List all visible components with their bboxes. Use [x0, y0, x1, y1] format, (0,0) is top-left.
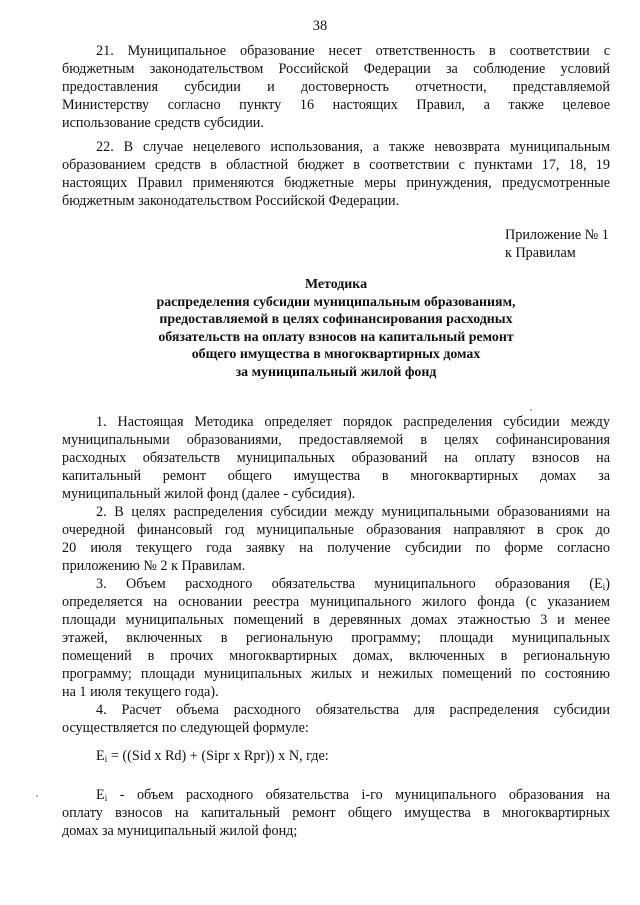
text-line: помещений в прочих многоквартирных домах, включенных в региональную	[62, 648, 610, 664]
method-item-1	[62, 413, 610, 503]
definition-symbol: E	[96, 787, 105, 803]
title-line: общего имущества в многоквартирных домах	[191, 347, 481, 362]
text-line: бюджетным законодательством Российской Федерации за соблюдение условий	[62, 61, 610, 77]
definition-ei	[62, 786, 610, 840]
text-line: определяется на основании реестра муниципального жилого фонда (с указанием	[62, 594, 610, 610]
formula-line	[62, 747, 610, 765]
text-line: домах за муниципальный жилой фонд;	[62, 823, 298, 839]
scan-speck	[36, 795, 38, 797]
text-line: 1. Настоящая Методика определяет порядок распределения субсидии между	[96, 414, 610, 430]
text-line: 21. Муниципальное образование несет ответственность в соответствии с	[96, 43, 610, 59]
text-line: этажей, включенных в региональную программу; площади муниципальных	[62, 630, 610, 646]
appendix-line: к Правилам	[505, 245, 576, 261]
text-line: очередной финансовый год муниципальные образования направляют в срок до	[62, 522, 610, 538]
text-line: расходных обязательств муниципальных образований на оплату взносов на	[62, 450, 610, 466]
text-line: капитальный ремонт общего имущества в многоквартирных домах за	[62, 468, 610, 484]
text-line: на 1 июля текущего года).	[62, 684, 219, 700]
text-line: 2. В целях распределения субсидии между муниципальными образованиями на	[96, 504, 610, 520]
title-line: за муниципальный жилой фонд	[235, 364, 437, 380]
text-line: приложению № 2 к Правилам.	[62, 558, 246, 574]
text-line: образованием средств в областной бюджет в соответствии с пунктами 17, 18, 19	[62, 157, 610, 173]
text-line: осуществляется по следующей формуле:	[62, 720, 309, 736]
formula	[62, 747, 610, 765]
text-fragment: 3. Объем расходного обязательства муниципального образования (E	[96, 576, 603, 592]
method-item-3	[62, 575, 610, 701]
scan-speck	[530, 409, 532, 411]
text-line: программу; площади муниципальных жилых и нежилых помещений по состоянию	[62, 666, 610, 682]
text-line: Министерству согласно пункту 16 настоящих Правил, а также целевое	[62, 97, 610, 113]
paragraph-22	[62, 138, 610, 210]
text-line: оплату взносов на капитальный ремонт общего имущества в многоквартирных	[62, 805, 610, 821]
subscript: i	[104, 755, 108, 765]
page-number: 38	[312, 18, 328, 34]
method-item-2	[62, 503, 610, 575]
text-line: настоящих Правил применяются бюджетные меры принуждения, предусмотренные	[62, 175, 610, 191]
formula-expression: = ((Sid x Rd) + (Sipr x Rpr)) x N, где:	[107, 748, 329, 764]
text-fragment: )	[605, 576, 610, 592]
paragraph-21	[62, 42, 610, 132]
title-line: предоставляемой в целях софинансирования расходных	[159, 312, 513, 327]
method-item-4	[62, 701, 610, 737]
subscript: i	[602, 583, 606, 593]
text-line: предоставления субсидии и достоверность отчетности, представляемой	[62, 79, 610, 95]
text-line	[62, 575, 610, 593]
text-line: 4. Расчет объема расходного обязательства для распределения субсидии	[96, 702, 610, 718]
title-line: распределения субсидии муниципальным образованиям,	[156, 294, 516, 310]
title-line: обязательств на оплату взносов на капитальный ремонт	[158, 329, 514, 345]
text-line: 20 июля текущего года заявку на получение субсидии по форме согласно	[62, 540, 610, 556]
methodology-title	[62, 276, 610, 381]
text-line: муниципальными образованиями, предоставляемой в целях софинансирования	[62, 432, 610, 448]
appendix-line: Приложение № 1	[505, 227, 609, 243]
text-line: муниципальный жилой фонд (далее - субсидия).	[62, 486, 356, 502]
text-line: использование средств субсидии.	[62, 115, 264, 131]
title-line: Методика	[304, 277, 368, 292]
definition-text: - объем расходного обязательства i-го муниципального образования на	[107, 787, 610, 803]
text-line: 22. В случае нецелевого использования, а также невозврата муниципальным	[96, 139, 610, 155]
subscript: i	[104, 794, 108, 804]
text-line	[62, 786, 610, 804]
formula-symbol: E	[96, 748, 105, 764]
text-line: площади муниципальных помещений в деревянных домах этажностью 3 и менее	[62, 612, 610, 628]
text-line: бюджетным законодательством Российской Федерации.	[62, 193, 400, 209]
appendix-reference	[505, 226, 625, 262]
